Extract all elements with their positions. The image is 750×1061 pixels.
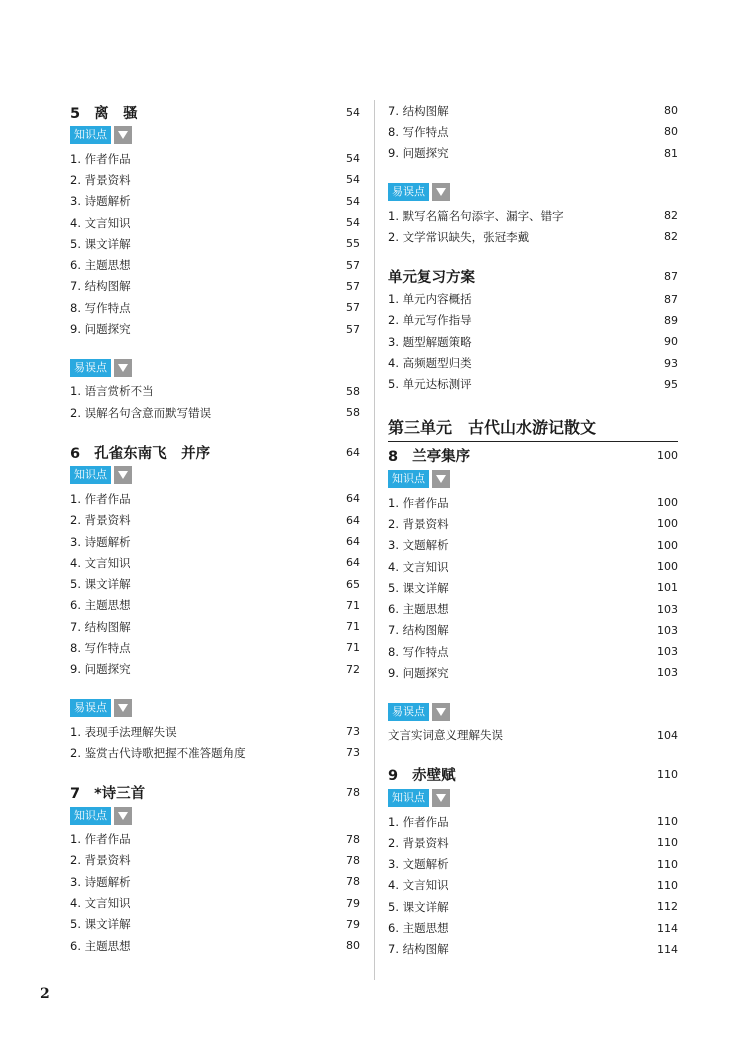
toc-entry[interactable] [70,233,360,254]
toc-entry[interactable] [388,939,678,960]
toc-entry[interactable] [70,595,360,616]
toc-entry-text: 4. 文言知识 [70,215,131,230]
toc-entry[interactable] [70,914,360,935]
toc-entry[interactable] [388,352,678,373]
badge-label: 知识点 [388,789,429,807]
triangle-down-icon [114,466,132,484]
toc-entry-text: 8. 写作特点 [70,300,131,315]
page-number-entry: 112 [657,900,678,914]
lesson-title-group [388,445,470,466]
toc-entry-text: 2. 背景资料 [70,513,131,528]
toc-entry[interactable] [388,310,678,331]
page-number-entry: 103 [657,623,678,637]
page-number-entry: 80 [664,125,678,139]
page-number-entry: 64 [346,535,360,548]
toc-entry[interactable] [70,169,360,190]
lesson-number: 8 [388,449,399,466]
toc-entry[interactable] [388,917,678,938]
page-number-entry: 101 [657,581,678,595]
badge-label: 易误点 [388,703,429,721]
section-badge [388,182,678,202]
page-number-entry: 100 [657,496,678,510]
toc-entry-text: 4. 高频题型归类 [388,356,472,371]
page-number-entry: 64 [346,492,360,506]
toc-entry-text: 5. 单元达标测评 [388,377,472,392]
page-number-entry: 73 [346,746,360,760]
page-number-entry: 71 [346,598,360,612]
toc-entry-text: 3. 诗题解析 [70,534,131,549]
page-number-entry: 58 [346,406,360,420]
page-number-entry: 87 [664,292,678,306]
toc-entry[interactable] [388,598,678,619]
page-number-entry: 57 [346,322,360,336]
page-number-entry: 100 [657,560,678,573]
spacer [388,247,678,264]
lesson-title-group [70,442,210,463]
toc-entry[interactable] [70,616,360,637]
toc-entry-text: 7. 结构图解 [388,623,449,638]
section-badge [70,125,360,145]
toc-entry-text: 2. 背景资料 [388,835,449,850]
toc-entry-text: 9. 问题探究 [388,146,449,161]
toc-column-right [388,100,678,960]
page-number-entry: 54 [346,173,360,187]
toc-entry-text: 3. 诗题解析 [70,874,131,889]
toc-entry[interactable] [388,556,678,577]
toc-entry[interactable] [70,488,360,509]
toc-entry[interactable] [70,659,360,680]
toc-entry[interactable] [70,829,360,850]
page-number-entry: 54 [346,152,360,166]
triangle-down-icon [432,183,450,201]
page-number-entry: 71 [346,620,360,634]
toc-entry[interactable] [388,875,678,896]
toc-entry[interactable] [388,100,678,121]
section-badge [70,465,360,485]
toc-entry[interactable] [388,854,678,875]
toc-entry-text: 4. 文言知识 [388,559,449,574]
toc-entry[interactable] [388,896,678,917]
toc-entry-text: 9. 问题探究 [388,665,449,680]
toc-entry[interactable] [70,552,360,573]
page-number-entry: 73 [346,725,360,739]
toc-entry-text: 6. 主题思想 [70,258,131,273]
toc-entry-text: 5. 课文详解 [388,899,449,914]
triangle-down-icon [114,807,132,825]
toc-entry[interactable] [388,535,678,556]
lesson-heading[interactable] [388,444,678,468]
page-number-entry: 78 [346,786,360,800]
triangle-down-icon [432,470,450,488]
toc-entry[interactable] [70,402,360,423]
lesson-title: 兰亭集序 [412,449,471,466]
page-number-entry: 64 [346,556,360,570]
lesson-heading[interactable] [388,763,678,787]
page-number-entry: 114 [657,942,678,956]
page-number-entry: 82 [664,209,678,223]
toc-entry[interactable] [70,573,360,594]
toc-entry-text: 6. 主题思想 [388,602,449,617]
toc-entry-text: 2. 背景资料 [388,516,449,531]
page-number-entry: 89 [664,313,678,327]
toc-entry[interactable] [388,374,678,395]
lesson-number: 5 [70,105,81,122]
toc-entry-text: 3. 诗题解析 [70,194,131,209]
badge-label: 易误点 [70,699,111,717]
toc-entry-text: 1. 作者作品 [388,814,449,829]
toc-entry[interactable] [70,381,360,402]
page-number-entry: 57 [346,301,360,315]
page-number-entry: 57 [346,258,360,272]
section-badge [388,469,678,489]
toc-entry[interactable] [388,577,678,598]
page-number-entry: 114 [657,921,678,935]
section-badge [388,788,678,808]
toc-entry-text: 1. 表现手法理解失误 [70,724,177,739]
page-number-entry: 54 [346,194,360,208]
toc-entry[interactable] [388,662,678,683]
toc-entry-text: 3. 文题解析 [388,538,449,553]
toc-entry-text: 6. 主题思想 [70,598,131,613]
page-number-entry: 82 [664,230,678,244]
toc-entry[interactable] [388,832,678,853]
toc-entry-text: 1. 语言赏析不当 [70,384,154,399]
toc-entry[interactable] [388,226,678,247]
page-number-entry: 110 [657,768,678,782]
toc-entry[interactable] [388,205,678,226]
toc-entry-text: 5. 课文详解 [70,577,131,592]
page-number-entry: 64 [346,513,360,527]
toc-entry-text: 5. 课文详解 [70,917,131,932]
toc-entry-text: 1. 作者作品 [70,832,131,847]
page-number-entry: 80 [664,104,678,118]
page-number-entry: 65 [346,577,360,591]
page-number-entry: 110 [657,836,678,850]
lesson-heading[interactable] [70,100,360,124]
lesson-title-group [70,102,138,123]
triangle-down-icon [114,126,132,144]
page-number-entry: 58 [346,384,360,398]
page-number-entry: 64 [346,445,360,459]
toc-entry-text: 7. 结构图解 [70,279,131,294]
section-badge [70,698,360,718]
toc-entry[interactable] [70,318,360,339]
page-number-entry: 78 [346,875,360,889]
spacer [388,164,678,181]
toc-entry[interactable] [388,620,678,641]
lesson-title-group [70,782,145,803]
toc-entry-text: 6. 主题思想 [388,921,449,936]
toc-entry[interactable] [388,641,678,662]
toc-entry[interactable] [70,254,360,275]
toc-entry[interactable] [388,492,678,513]
page-number-entry: 103 [657,666,678,680]
spacer [388,746,678,763]
lesson-title: 赤壁赋 [412,768,456,785]
toc-entry-text: 5. 课文详解 [388,580,449,595]
toc-entry-text: 9. 问题探究 [70,322,131,337]
page-number-entry: 90 [664,335,678,349]
lesson-title: *诗三首 [94,786,146,803]
unit-heading: 第三单元 古代山水游记散文 [388,415,678,442]
toc-entry-text: 7. 结构图解 [70,619,131,634]
toc-entry-text: 9. 问题探究 [70,662,131,677]
toc-column-left [70,100,360,956]
toc-entry-text: 4. 文言知识 [388,878,449,893]
page-number-entry: 87 [664,269,678,283]
toc-entry[interactable] [70,276,360,297]
column-divider [374,100,375,980]
toc-entry[interactable] [388,288,678,309]
toc-entry-text: 8. 写作特点 [388,124,449,139]
section-title: 单元复习方案 [388,269,475,286]
toc-entry-text: 6. 主题思想 [70,938,131,953]
toc-entry[interactable] [388,331,678,352]
page-number-entry: 95 [664,377,678,391]
toc-entry[interactable] [70,892,360,913]
toc-entry-text: 1. 作者作品 [388,495,449,510]
toc-entry[interactable] [70,637,360,658]
page-number-entry: 100 [657,538,678,552]
toc-entry[interactable] [70,871,360,892]
toc-entry-text: 文言实词意义理解失误 [388,728,503,743]
toc-entry-text: 2. 背景资料 [70,172,131,187]
toc-entry-text: 7. 结构图解 [388,103,449,118]
toc-entry-text: 1. 单元内容概括 [388,292,472,307]
section-heading[interactable] [388,264,678,288]
spacer [70,764,360,781]
lesson-number: 6 [70,445,81,462]
toc-entry[interactable] [70,935,360,956]
spacer [70,680,360,697]
toc-entry[interactable] [70,297,360,318]
section-badge [70,358,360,378]
page-number-entry: 93 [664,356,678,370]
triangle-down-icon [432,789,450,807]
badge-label: 易误点 [388,183,429,201]
triangle-down-icon [114,359,132,377]
toc-entry[interactable] [388,121,678,142]
toc-entry-text: 2. 鉴赏古代诗歌把握不准答题角度 [70,745,246,760]
page-number-entry: 78 [346,853,360,867]
toc-entry[interactable] [388,811,678,832]
lesson-heading[interactable] [70,440,360,464]
toc-entry[interactable] [388,513,678,534]
lesson-number: 7 [70,786,81,803]
lesson-heading[interactable] [70,781,360,805]
page-number-entry: 103 [657,602,678,616]
toc-entry[interactable] [70,721,360,742]
toc-entry-text: 3. 题型解题策略 [388,334,472,349]
page-number: 2 [40,986,50,1002]
toc-entry-text: 1. 作者作品 [70,491,131,506]
toc-entry-text: 2. 误解名句含意而默写错误 [70,405,212,420]
toc-entry-text: 1. 作者作品 [70,151,131,166]
page-number-entry: 54 [346,216,360,230]
page-number-entry: 110 [657,878,678,892]
page-number-entry: 100 [657,449,678,463]
page-number-entry: 81 [664,146,678,160]
page-number-entry: 100 [657,517,678,531]
toc-entry-text: 1. 默写名篇名句添字、漏字、错字 [388,208,564,223]
triangle-down-icon [432,703,450,721]
toc-entry[interactable] [70,510,360,531]
page-number-entry: 78 [346,832,360,846]
spacer [70,340,360,357]
spacer [70,423,360,440]
toc-entry-text: 2. 文学常识缺失，张冠李戴 [388,229,530,244]
page-number-entry: 110 [657,815,678,829]
lesson-title-group [388,764,456,785]
toc-entry-text: 3. 文题解析 [388,857,449,872]
toc-entry[interactable] [70,531,360,552]
page-number-entry: 104 [657,728,678,742]
section-badge [388,702,678,722]
page-number-entry: 55 [346,237,360,251]
page-number-entry: 79 [346,896,360,910]
badge-label: 易误点 [70,359,111,377]
page-number-entry: 54 [346,105,360,119]
page-number-entry: 71 [346,641,360,655]
toc-entry[interactable] [70,212,360,233]
lesson-title: 离 骚 [94,105,138,122]
badge-label: 知识点 [70,807,111,825]
toc-entry-text: 8. 写作特点 [388,644,449,659]
toc-entry-text: 4. 文言知识 [70,555,131,570]
toc-entry-text: 7. 结构图解 [388,942,449,957]
toc-entry[interactable] [388,725,678,746]
toc-entry[interactable] [70,742,360,763]
spacer [388,395,678,415]
page-number-entry: 72 [346,662,360,676]
badge-label: 知识点 [70,466,111,484]
toc-entry[interactable] [388,143,678,164]
toc-entry[interactable] [70,850,360,871]
toc-entry[interactable] [70,148,360,169]
page-number-entry: 80 [346,939,360,953]
page-number-entry: 57 [346,279,360,293]
toc-entry-text: 2. 背景资料 [70,853,131,868]
triangle-down-icon [114,699,132,717]
lesson-number: 9 [388,768,399,785]
page-number-entry: 79 [346,917,360,931]
badge-label: 知识点 [70,126,111,144]
lesson-title: 孔雀东南飞 并序 [94,445,211,462]
section-badge [70,806,360,826]
page-number-entry: 103 [657,645,678,659]
toc-entry[interactable] [70,191,360,212]
toc-entry-text: 2. 单元写作指导 [388,313,472,328]
spacer [388,684,678,701]
toc-entry-text: 4. 文言知识 [70,896,131,911]
toc-entry-text: 5. 课文详解 [70,236,131,251]
toc-entry-text: 8. 写作特点 [70,640,131,655]
badge-label: 知识点 [388,470,429,488]
page-number-entry: 110 [657,857,678,871]
